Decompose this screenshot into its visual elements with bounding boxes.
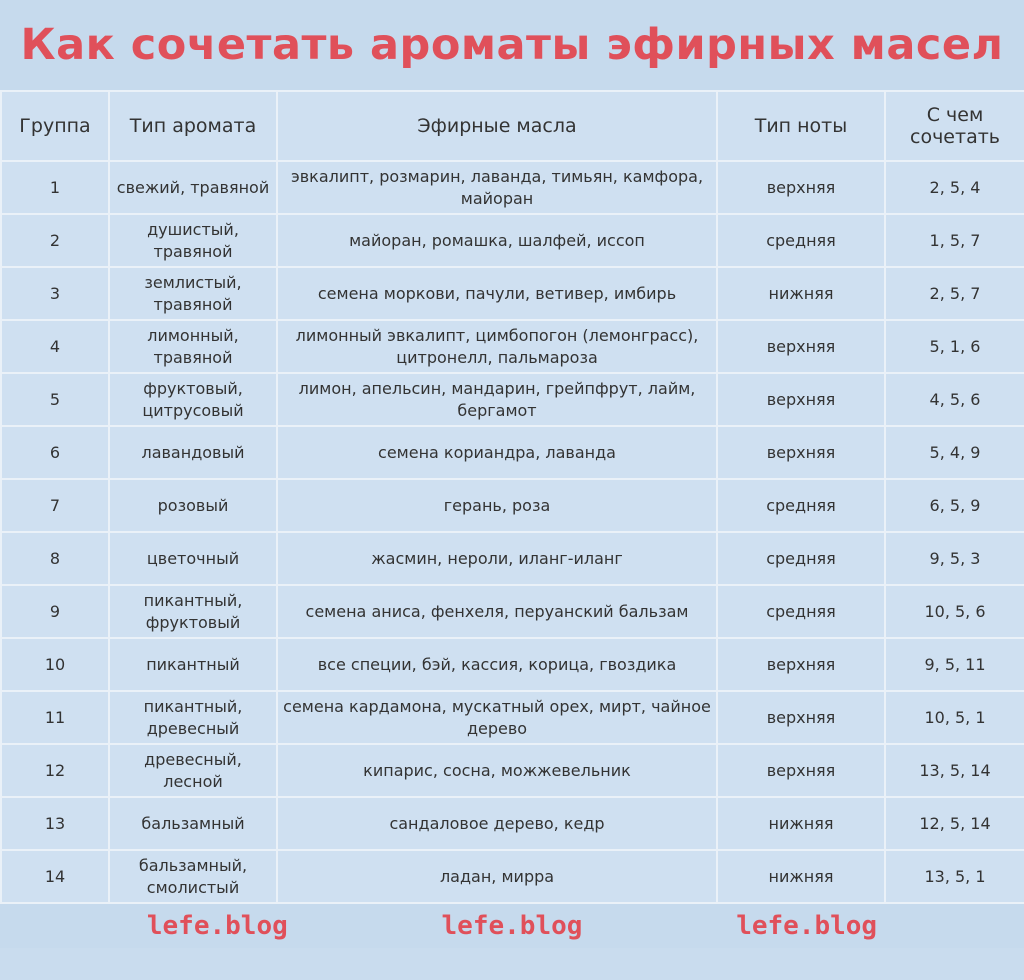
combine-cell: 2, 5, 7 bbox=[885, 267, 1024, 320]
aroma-type-cell: бальзамный, смолистый bbox=[109, 850, 277, 903]
header-aroma-type: Тип аромата bbox=[109, 91, 277, 161]
combine-cell: 9, 5, 11 bbox=[885, 638, 1024, 691]
note-type-cell: верхняя bbox=[717, 744, 885, 797]
group-cell: 1 bbox=[1, 161, 109, 214]
aroma-type-cell: фруктовый, цитрусовый bbox=[109, 373, 277, 426]
oils-cell: семена кардамона, мускатный орех, мирт, чайное дерево bbox=[277, 691, 717, 744]
group-cell: 7 bbox=[1, 479, 109, 532]
aroma-type-cell: цветочный bbox=[109, 532, 277, 585]
note-type-cell: верхняя bbox=[717, 161, 885, 214]
note-type-cell: средняя bbox=[717, 585, 885, 638]
aroma-type-cell: лавандовый bbox=[109, 426, 277, 479]
oils-cell: все специи, бэй, кассия, корица, гвоздика bbox=[277, 638, 717, 691]
group-cell: 12 bbox=[1, 744, 109, 797]
group-cell: 8 bbox=[1, 532, 109, 585]
table-row bbox=[1, 797, 1024, 850]
combine-cell: 12, 5, 14 bbox=[885, 797, 1024, 850]
group-cell: 4 bbox=[1, 320, 109, 373]
header-note-type: Тип ноты bbox=[717, 91, 885, 161]
aroma-type-cell: пикантный bbox=[109, 638, 277, 691]
combine-cell: 10, 5, 6 bbox=[885, 585, 1024, 638]
group-cell: 13 bbox=[1, 797, 109, 850]
oils-cell: сандаловое дерево, кедр bbox=[277, 797, 717, 850]
group-cell: 9 bbox=[1, 585, 109, 638]
combine-cell: 6, 5, 9 bbox=[885, 479, 1024, 532]
aroma-type-cell: пикантный, фруктовый bbox=[109, 585, 277, 638]
aroma-type-cell: землистый, травяной bbox=[109, 267, 277, 320]
aroma-type-cell: лимонный, травяной bbox=[109, 320, 277, 373]
table-row bbox=[1, 373, 1024, 426]
note-type-cell: средняя bbox=[717, 479, 885, 532]
group-cell: 2 bbox=[1, 214, 109, 267]
aroma-type-cell: розовый bbox=[109, 479, 277, 532]
group-cell: 3 bbox=[1, 267, 109, 320]
table-row bbox=[1, 691, 1024, 744]
oils-cell: жасмин, нероли, иланг-иланг bbox=[277, 532, 717, 585]
oils-cell: ладан, мирра bbox=[277, 850, 717, 903]
oils-cell: майоран, ромашка, шалфей, иссоп bbox=[277, 214, 717, 267]
table-row bbox=[1, 320, 1024, 373]
table-row bbox=[1, 479, 1024, 532]
oils-cell: кипарис, сосна, можжевельник bbox=[277, 744, 717, 797]
group-cell: 10 bbox=[1, 638, 109, 691]
note-type-cell: нижняя bbox=[717, 267, 885, 320]
note-type-cell: верхняя bbox=[717, 638, 885, 691]
note-type-cell: нижняя bbox=[717, 850, 885, 903]
oils-cell: семена моркови, пачули, ветивер, имбирь bbox=[277, 267, 717, 320]
header-combine: С чем сочетать bbox=[885, 91, 1024, 161]
table-row bbox=[1, 267, 1024, 320]
table-header-row bbox=[1, 91, 1024, 161]
table-row bbox=[1, 426, 1024, 479]
note-type-cell: нижняя bbox=[717, 797, 885, 850]
oils-table bbox=[0, 90, 1024, 904]
table-row bbox=[1, 638, 1024, 691]
combine-cell: 10, 5, 1 bbox=[885, 691, 1024, 744]
oils-cell: семена аниса, фенхеля, перуанский бальзам bbox=[277, 585, 717, 638]
aroma-type-cell: свежий, травяной bbox=[109, 161, 277, 214]
note-type-cell: верхняя bbox=[717, 373, 885, 426]
group-cell: 6 bbox=[1, 426, 109, 479]
aroma-type-cell: пикантный, древесный bbox=[109, 691, 277, 744]
oils-cell: лимон, апельсин, мандарин, грейпфрут, лайм, бергамот bbox=[277, 373, 717, 426]
table-row bbox=[1, 161, 1024, 214]
note-type-cell: верхняя bbox=[717, 691, 885, 744]
combine-cell: 5, 1, 6 bbox=[885, 320, 1024, 373]
footer-watermark: lefe.blog bbox=[146, 911, 288, 941]
oils-cell: семена кориандра, лаванда bbox=[277, 426, 717, 479]
page-title: Как сочетать ароматы эфирных масел bbox=[0, 0, 1024, 90]
table-row bbox=[1, 744, 1024, 797]
note-type-cell: верхняя bbox=[717, 426, 885, 479]
table-row bbox=[1, 585, 1024, 638]
combine-cell: 2, 5, 4 bbox=[885, 161, 1024, 214]
oils-cell: эвкалипт, розмарин, лаванда, тимьян, камфора, майоран bbox=[277, 161, 717, 214]
header-group: Группа bbox=[1, 91, 109, 161]
combine-cell: 5, 4, 9 bbox=[885, 426, 1024, 479]
oils-cell: герань, роза bbox=[277, 479, 717, 532]
aroma-type-cell: душистый, травяной bbox=[109, 214, 277, 267]
combine-cell: 13, 5, 1 bbox=[885, 850, 1024, 903]
group-cell: 5 bbox=[1, 373, 109, 426]
table-row bbox=[1, 850, 1024, 903]
aroma-type-cell: бальзамный bbox=[109, 797, 277, 850]
table-row bbox=[1, 532, 1024, 585]
footer bbox=[0, 904, 1024, 948]
combine-cell: 13, 5, 14 bbox=[885, 744, 1024, 797]
footer-watermark: lefe.blog bbox=[441, 911, 583, 941]
footer-watermark: lefe.blog bbox=[736, 911, 878, 941]
group-cell: 14 bbox=[1, 850, 109, 903]
note-type-cell: средняя bbox=[717, 214, 885, 267]
combine-cell: 4, 5, 6 bbox=[885, 373, 1024, 426]
combine-cell: 1, 5, 7 bbox=[885, 214, 1024, 267]
note-type-cell: средняя bbox=[717, 532, 885, 585]
header-oils: Эфирные масла bbox=[277, 91, 717, 161]
note-type-cell: верхняя bbox=[717, 320, 885, 373]
aroma-type-cell: древесный, лесной bbox=[109, 744, 277, 797]
combine-cell: 9, 5, 3 bbox=[885, 532, 1024, 585]
oils-cell: лимонный эвкалипт, цимбопогон (лемонграсс), цитронелл, пальмароза bbox=[277, 320, 717, 373]
table-row bbox=[1, 214, 1024, 267]
group-cell: 11 bbox=[1, 691, 109, 744]
